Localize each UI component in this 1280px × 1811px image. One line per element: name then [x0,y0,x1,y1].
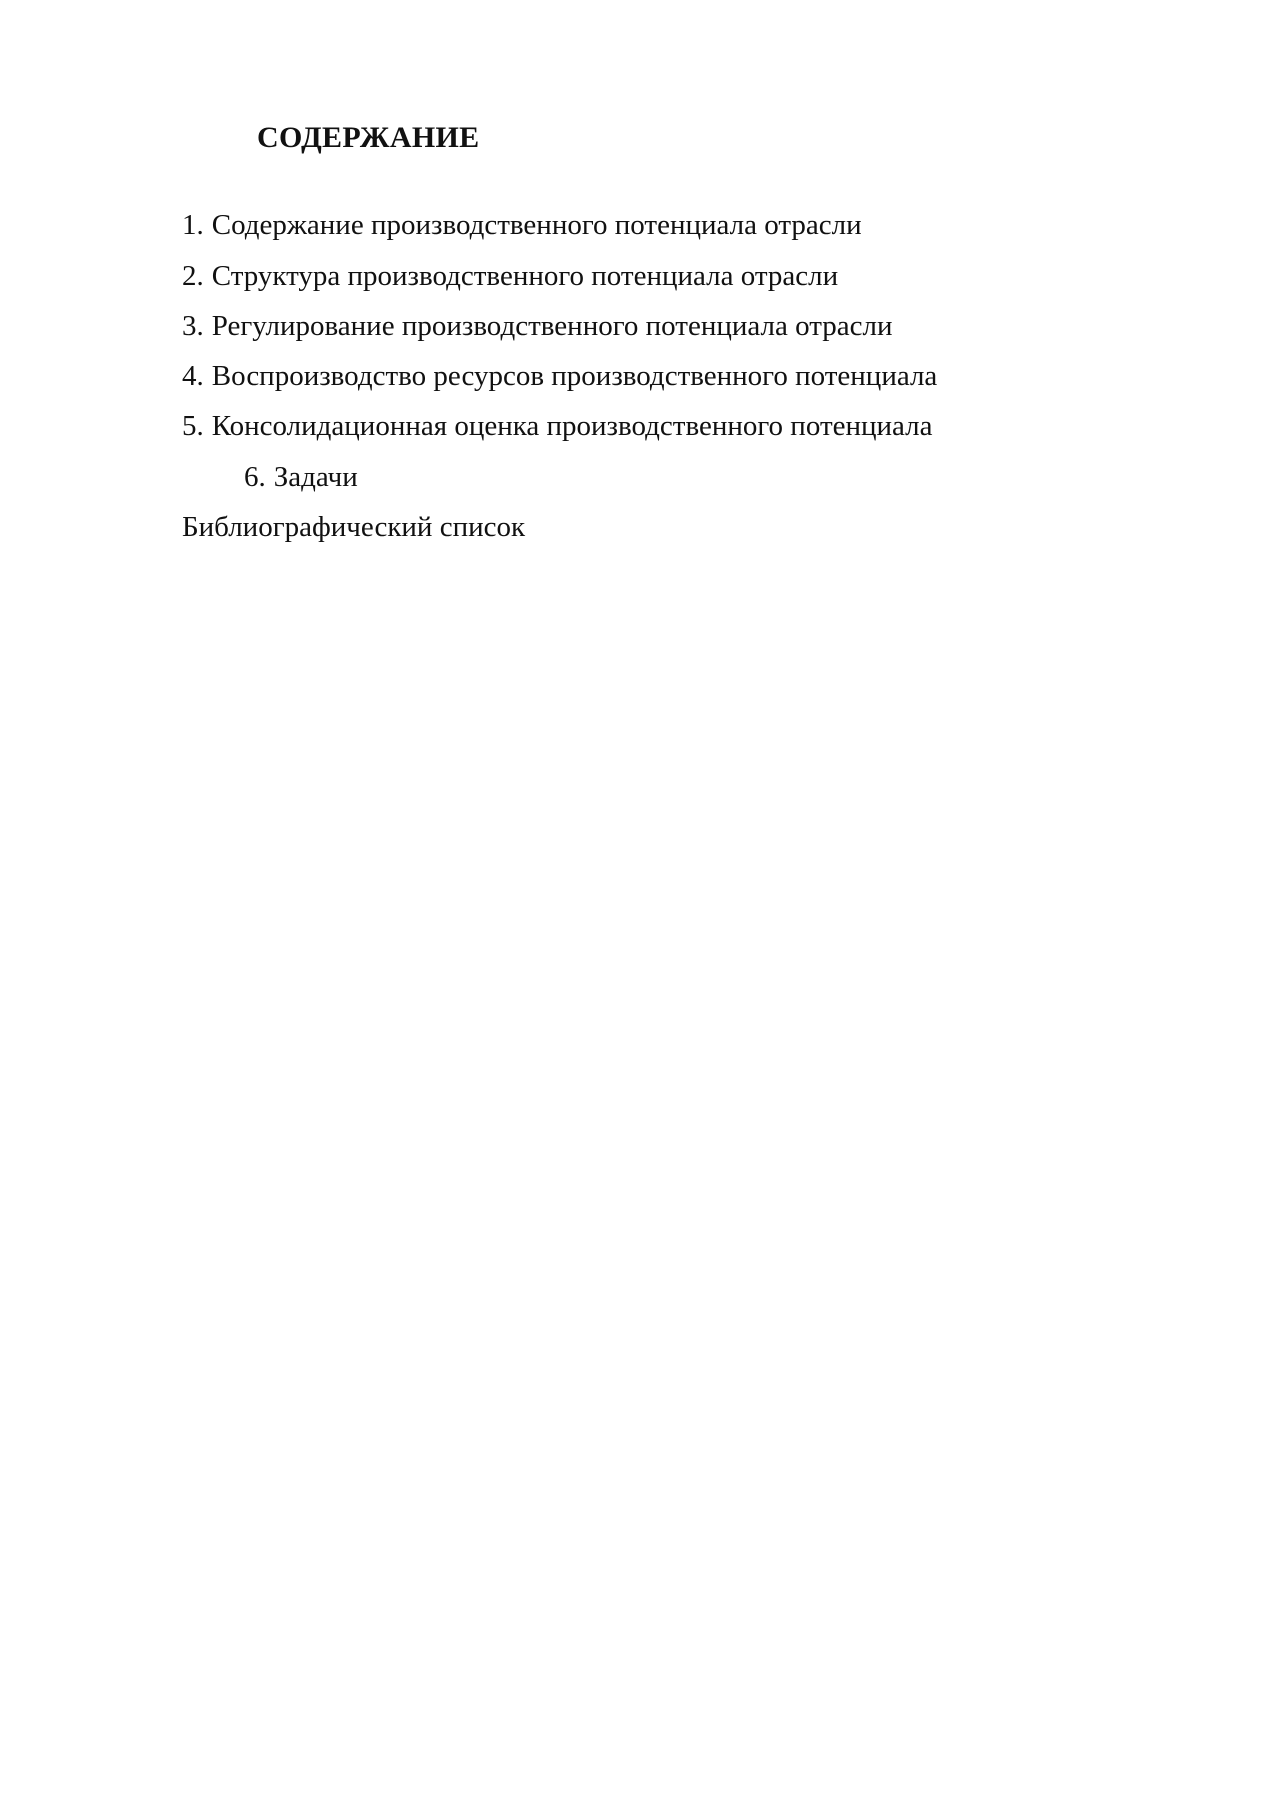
toc-item-3 [182,306,892,346]
toc-item-number: 5. [182,410,204,442]
toc-item-5 [182,406,933,446]
toc-item-number: 3. [182,310,204,342]
toc-item-2 [182,256,838,296]
toc-item-4 [182,356,937,396]
toc-item-number: 4. [182,360,204,392]
toc-item-number: 6. [244,461,266,493]
toc-item-1 [182,205,862,245]
page-title: СОДЕРЖАНИЕ [257,121,480,154]
toc-item-label: Задачи [273,461,358,493]
toc-item-number: 1. [182,209,204,241]
toc-item-label: Консолидационная оценка производственного потенциала [211,410,933,442]
toc-item-label: Воспроизводство ресурсов производственного потенциала [211,360,938,392]
toc-item-label: Структура производственного потенциала отрасли [211,260,839,292]
toc-item-6 [244,457,358,497]
toc-item-label: Содержание производственного потенциала отрасли [211,209,862,241]
toc-item-label: Регулирование производственного потенциала отрасли [211,310,893,342]
bibliography-entry: Библиографический список [182,511,526,543]
toc-item-number: 2. [182,260,204,292]
